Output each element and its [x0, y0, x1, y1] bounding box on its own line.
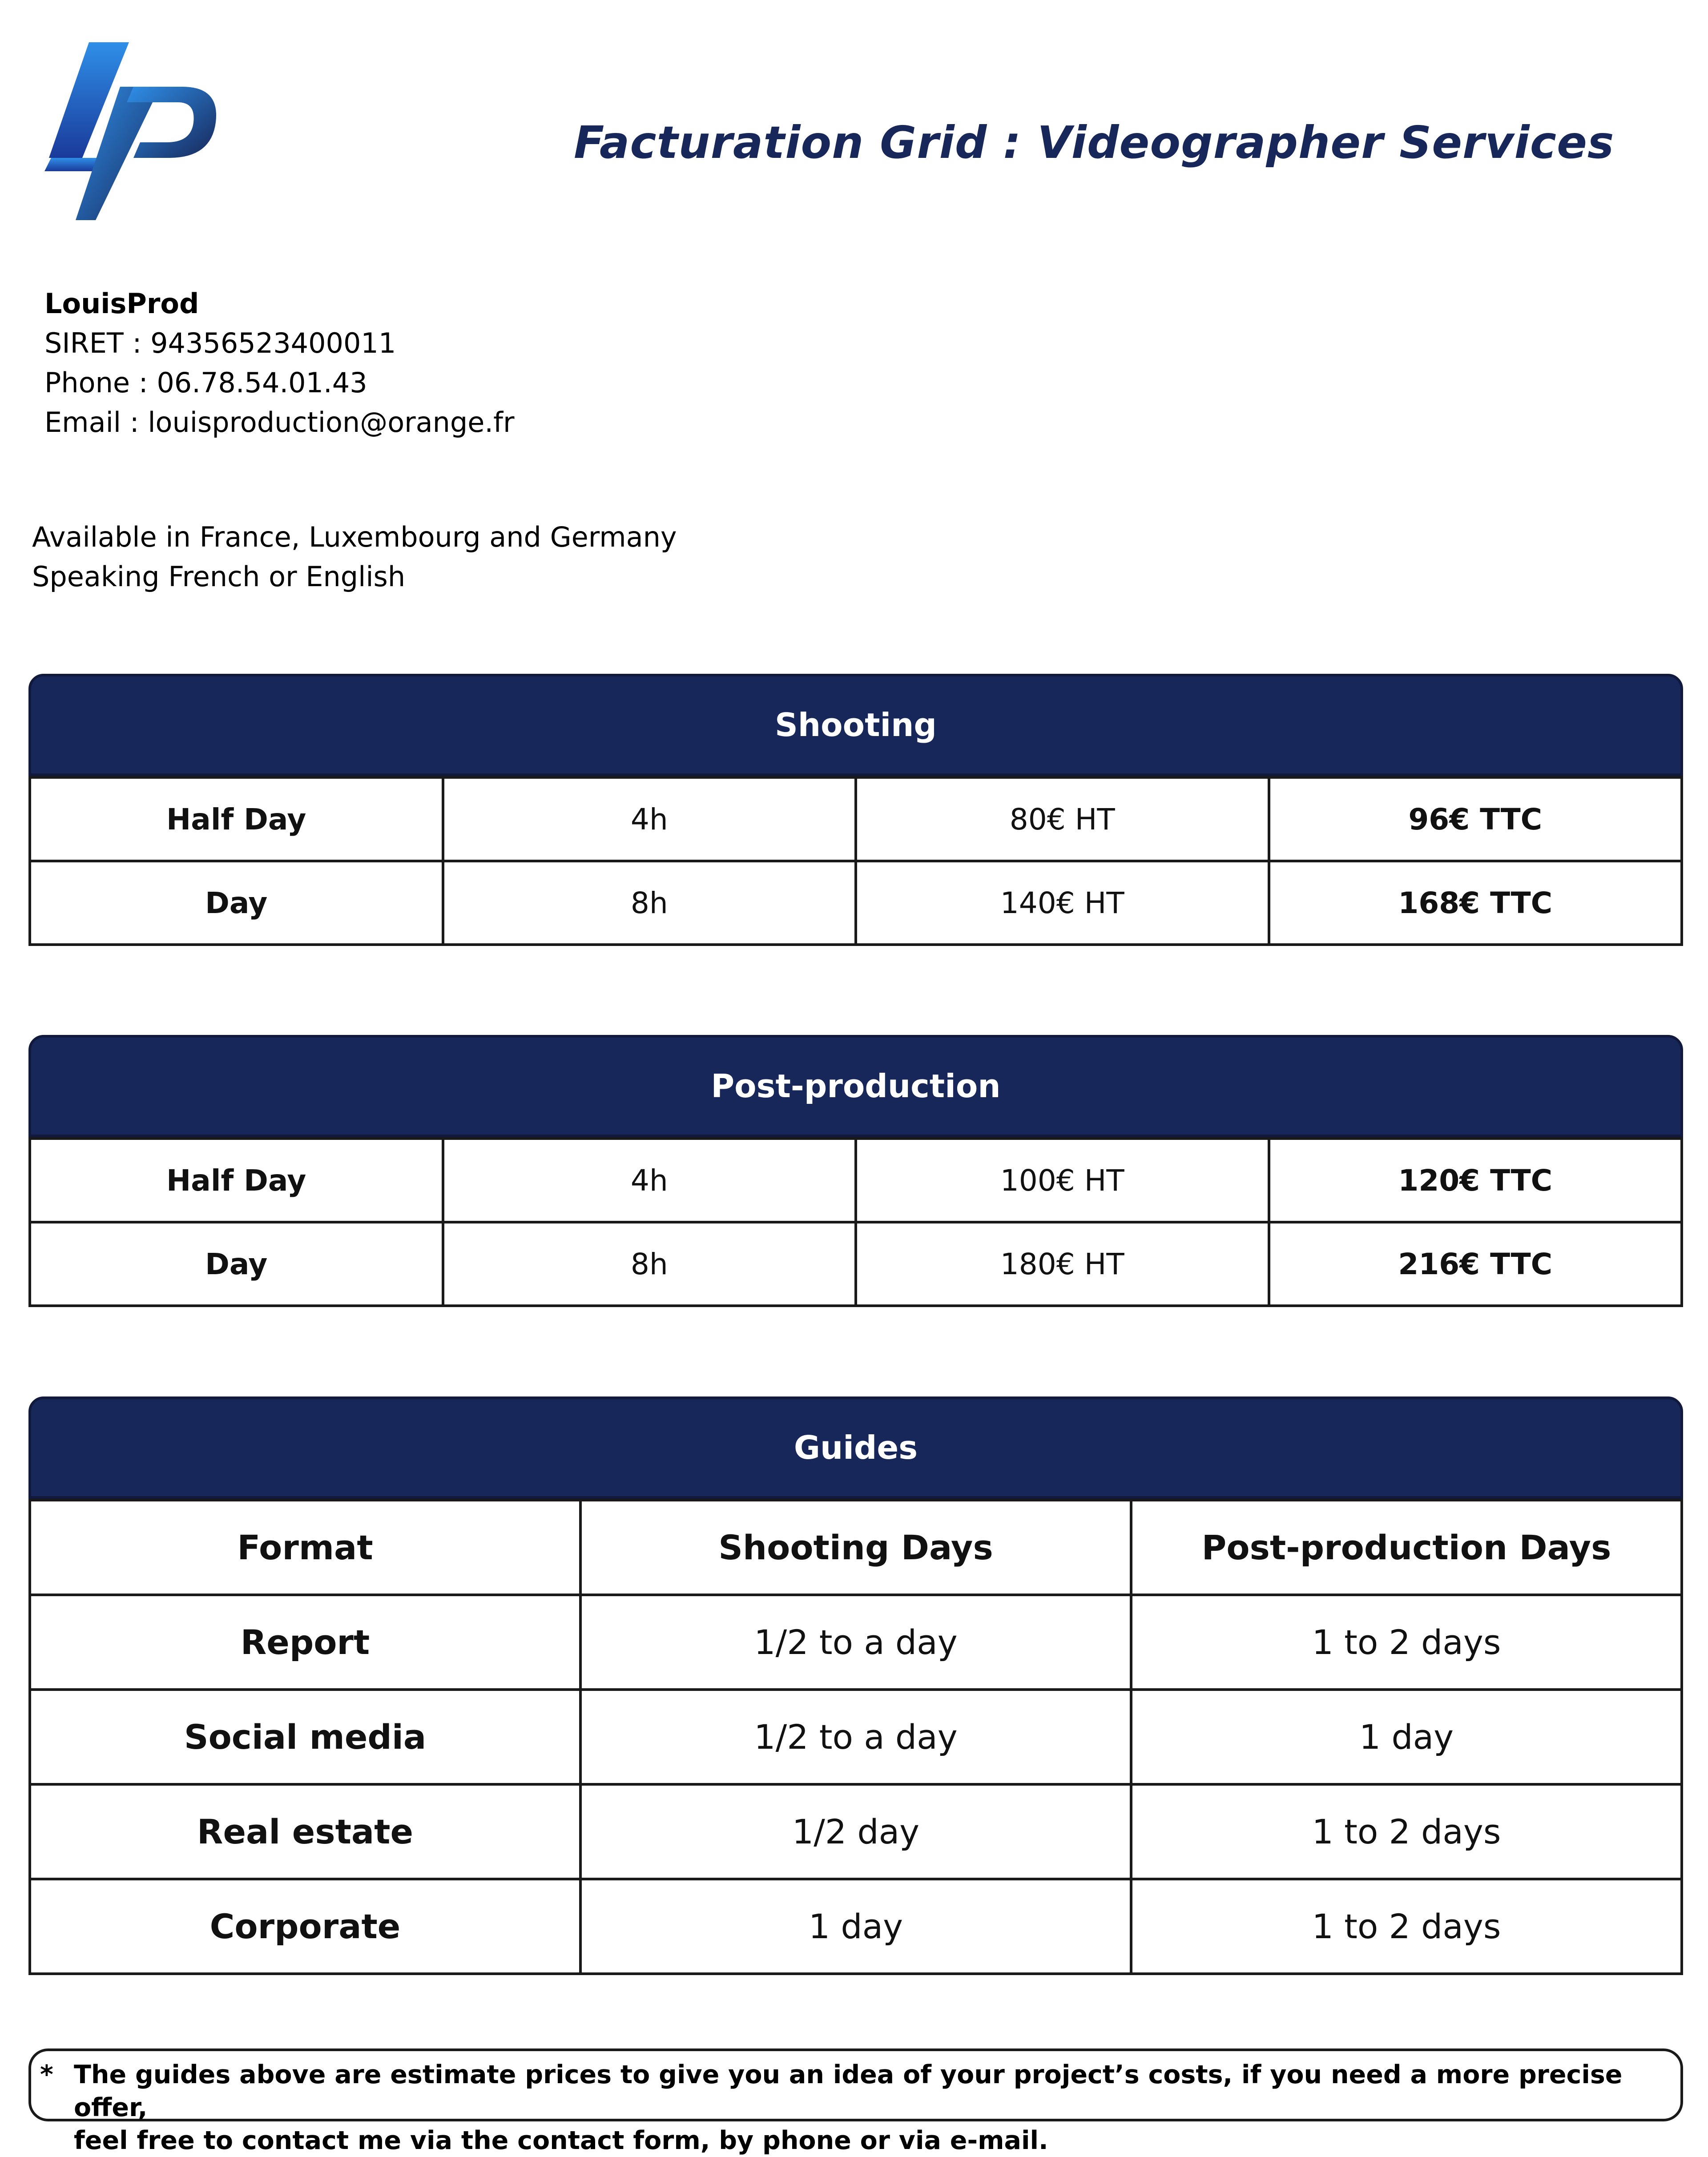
- guide-post-days: 1 to 2 days: [1131, 1784, 1682, 1879]
- rate-label: Half Day: [30, 777, 443, 861]
- rate-ttc: 168€ TTC: [1269, 861, 1682, 945]
- guides-section-title: Guides: [28, 1396, 1683, 1499]
- rate-hours: 8h: [443, 861, 856, 945]
- company-phone: Phone : 06.78.54.01.43: [44, 366, 367, 399]
- guide-post-days: 1 to 2 days: [1131, 1879, 1682, 1974]
- column-header: Shooting Days: [580, 1500, 1131, 1595]
- guide-format: Real estate: [30, 1784, 580, 1879]
- column-header: Post-production Days: [1131, 1500, 1682, 1595]
- footnote-box: [28, 2048, 1683, 2155]
- guide-shooting-days: 1/2 to a day: [580, 1595, 1131, 1690]
- table-row: [30, 1784, 1682, 1879]
- table-row: [30, 777, 1682, 861]
- postproduction-section-title: Post-production: [28, 1035, 1683, 1137]
- rate-label: Day: [30, 861, 443, 945]
- shooting-table: [28, 776, 1683, 946]
- table-row: [30, 1595, 1682, 1690]
- rate-hours: 4h: [443, 777, 856, 861]
- table-row: [30, 861, 1682, 945]
- rate-ttc: 96€ TTC: [1269, 777, 1682, 861]
- rate-ttc: 216€ TTC: [1269, 1222, 1682, 1306]
- footnote-text: The guides above are estimate prices to give you an idea of your project’s costs, if you need a more precise offer, feel free to contact me via the contact form, by phone or via e-mail.: [74, 2060, 1623, 2155]
- guides-table: [28, 1499, 1683, 1975]
- guides-section: [28, 1396, 1683, 1975]
- company-name: LouisProd: [44, 287, 199, 320]
- postproduction-table: [28, 1137, 1683, 1307]
- guide-format: Corporate: [30, 1879, 580, 1974]
- rate-label: Day: [30, 1222, 443, 1306]
- table-row: [30, 1690, 1682, 1784]
- guide-shooting-days: 1/2 to a day: [580, 1690, 1131, 1784]
- shooting-section-title: Shooting: [28, 674, 1683, 776]
- rate-ht: 180€ HT: [856, 1222, 1269, 1306]
- document-title: Facturation Grid : Videographer Services: [574, 117, 1615, 169]
- availability-languages: Speaking French or English: [32, 560, 406, 593]
- table-row: [30, 1222, 1682, 1306]
- postproduction-section: [28, 1035, 1683, 1307]
- shooting-section: [28, 674, 1683, 946]
- guide-format: Report: [30, 1595, 580, 1690]
- rate-hours: 8h: [443, 1222, 856, 1306]
- company-info: [44, 284, 514, 442]
- column-header: Format: [30, 1500, 580, 1595]
- guide-shooting-days: 1/2 day: [580, 1784, 1131, 1879]
- guide-format: Social media: [30, 1690, 580, 1784]
- table-row: [30, 1879, 1682, 1974]
- availability-countries: Available in France, Luxembourg and Germany: [32, 521, 677, 553]
- rate-hours: 4h: [443, 1139, 856, 1222]
- footnote-marker: *: [40, 2060, 53, 2089]
- guide-post-days: 1 to 2 days: [1131, 1595, 1682, 1690]
- lp-logo-icon: [44, 42, 222, 225]
- availability-info: [32, 517, 677, 596]
- rate-ttc: 120€ TTC: [1269, 1139, 1682, 1222]
- company-siret: SIRET : 94356523400011: [44, 327, 396, 359]
- company-email: Email : louisproduction@orange.fr: [44, 406, 515, 439]
- rate-ht: 80€ HT: [856, 777, 1269, 861]
- rate-ht: 100€ HT: [856, 1139, 1269, 1222]
- rate-label: Half Day: [30, 1139, 443, 1222]
- guide-shooting-days: 1 day: [580, 1879, 1131, 1974]
- table-header-row: [30, 1500, 1682, 1595]
- guide-post-days: 1 day: [1131, 1690, 1682, 1784]
- table-row: [30, 1139, 1682, 1222]
- rate-ht: 140€ HT: [856, 861, 1269, 945]
